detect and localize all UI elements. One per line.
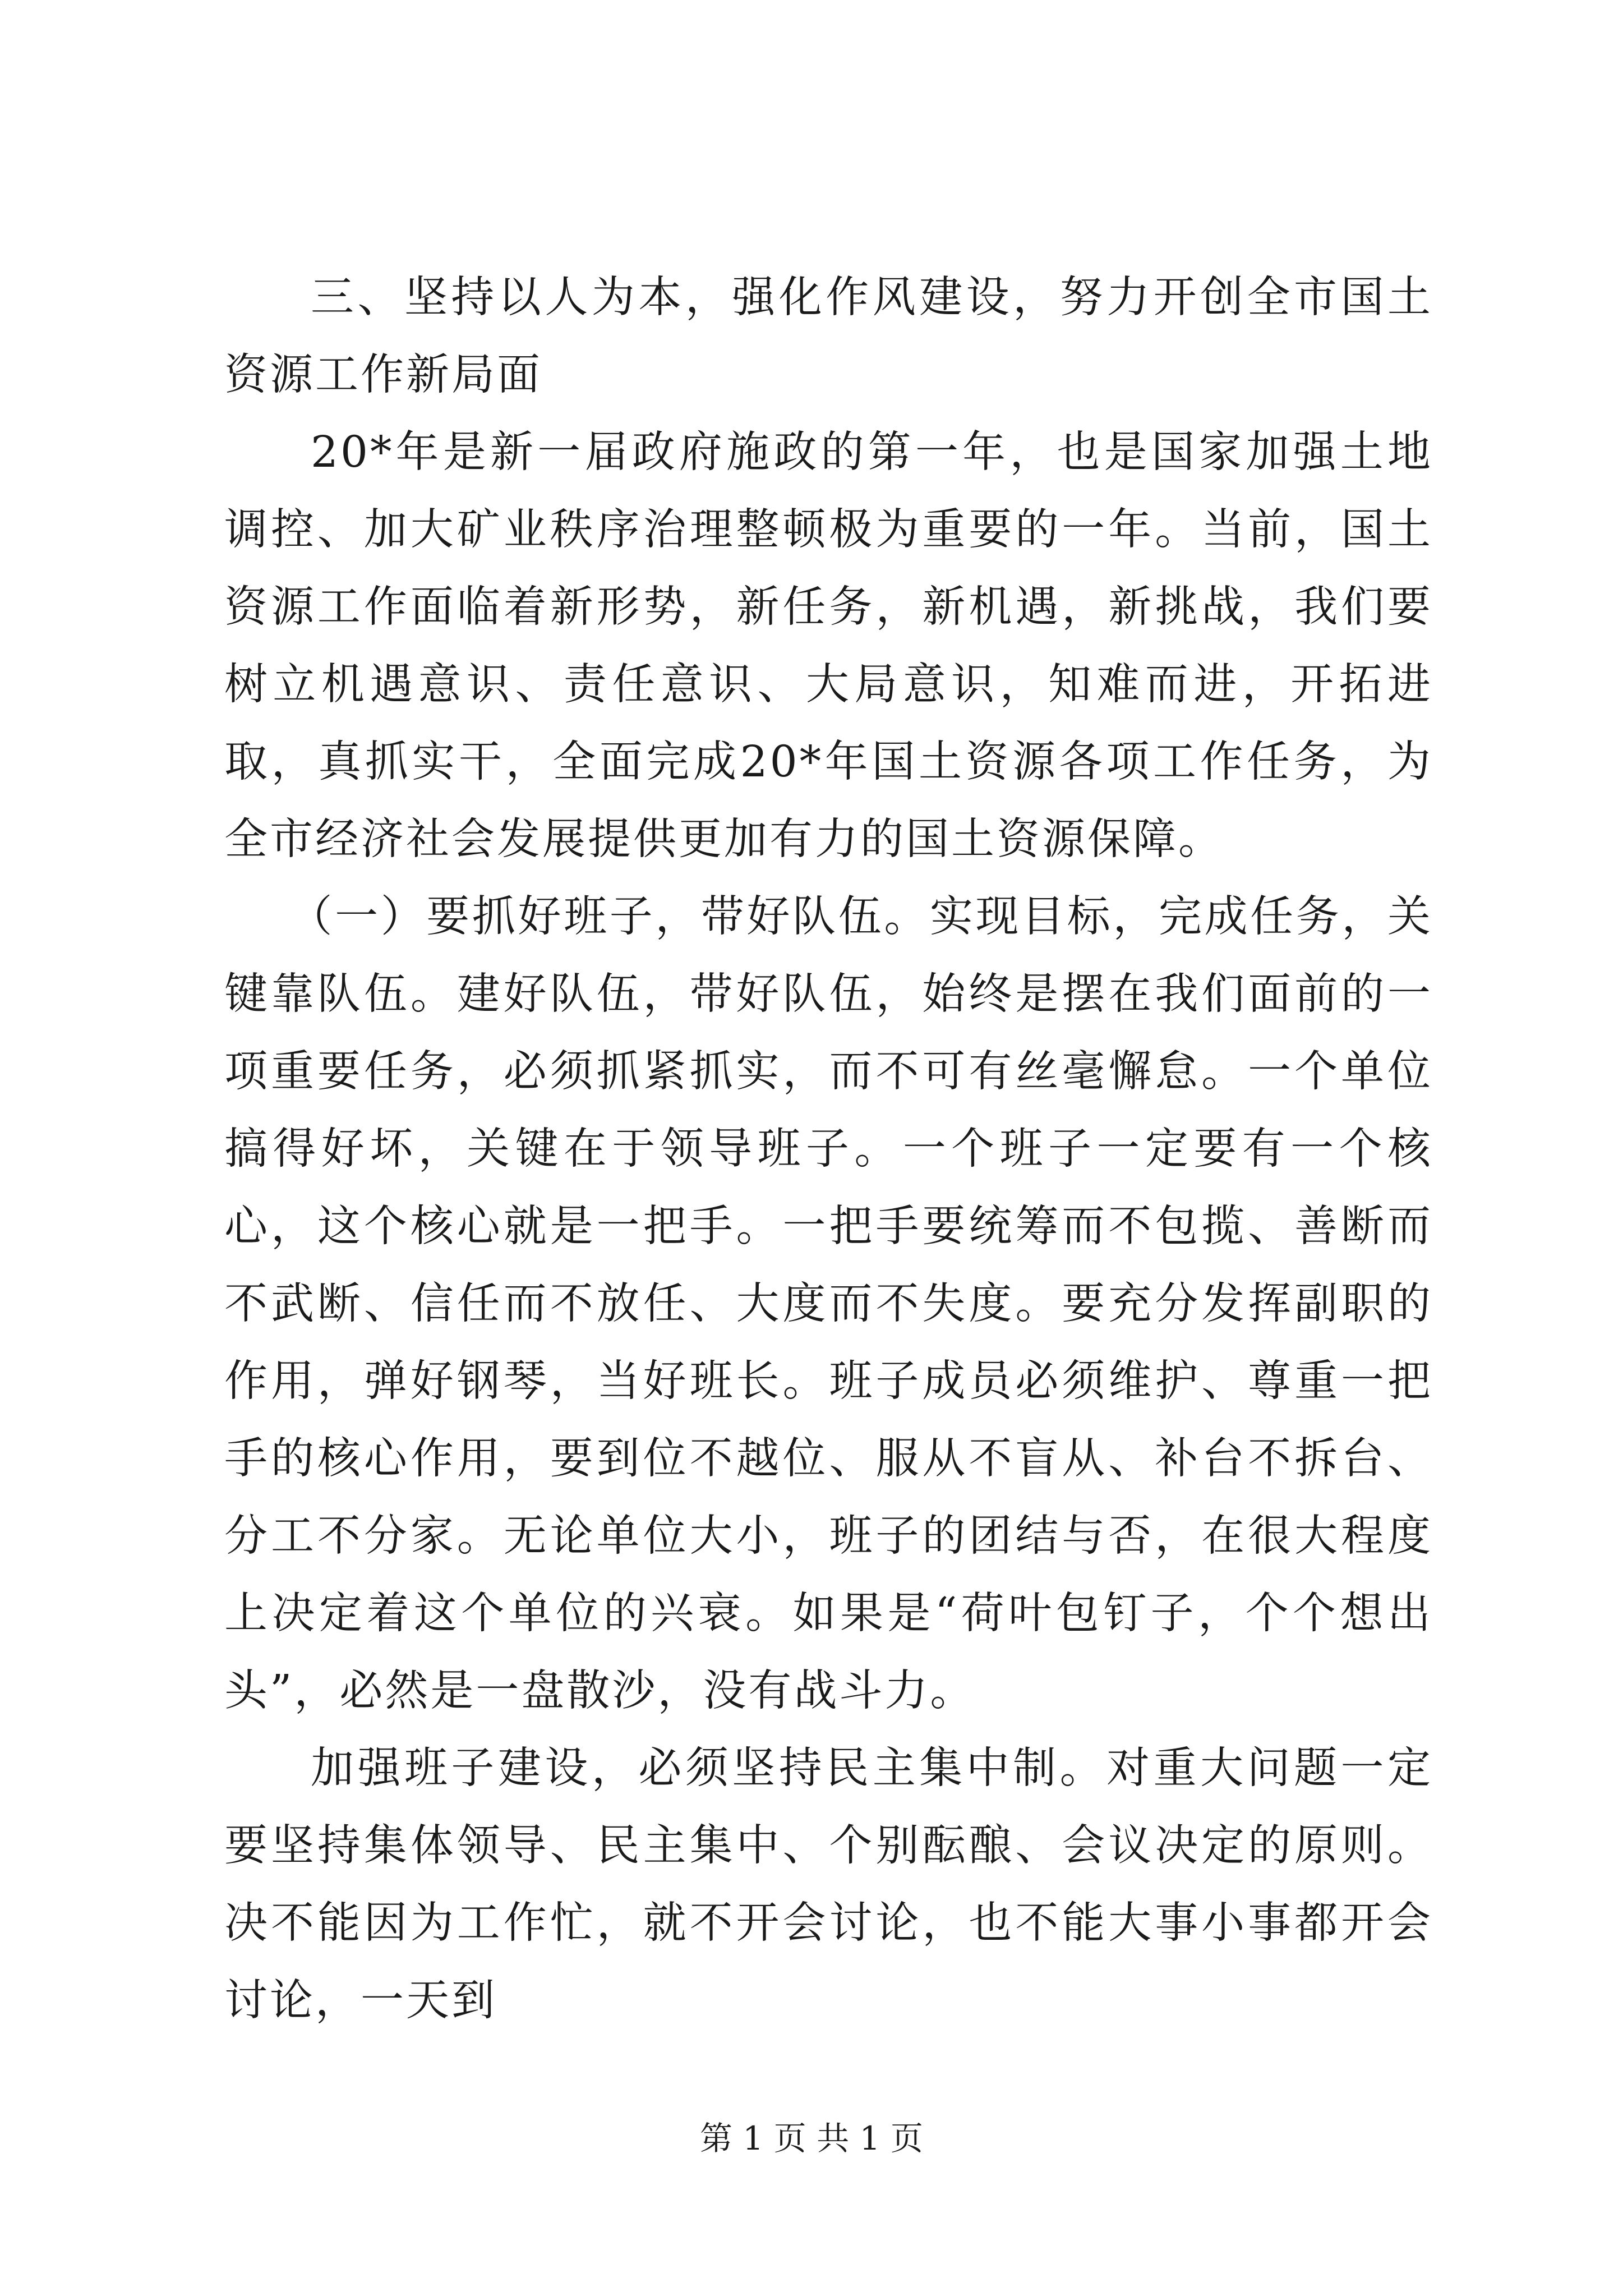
- page-footer: 第 1 页 共 1 页: [700, 2119, 923, 2157]
- document-body: [224, 259, 1433, 2040]
- paragraph-intro: 20*年是新一届政府施政的第一年，也是国家加强土地调控、加大矿业秩序治理整顿极为重要的一年。当前，国土资源工作面临着新形势，新任务，新机遇，新挑战，我们要树立机遇意识、责任意识、大局意识，知难而进，开拓进取，真抓实干，全面完成20*年国土资源各项工作任务，为全市经济社会发展提供更加有力的国土资源保障。: [224, 427, 1433, 864]
- paragraph-team-building: （一）要抓好班子，带好队伍。实现目标，完成任务，关键靠队伍。建好队伍，带好队伍，始终是摆在我们面前的一项重要任务，必须抓紧抓实，而不可有丝毫懈怠。一个单位搞得好坏，关键在于领导班子。一个班子一定要有一个核心，这个核心就是一把手。一把手要统筹而不包揽、善断而不武断、信任而不放任、大度而不失度。要充分发挥副职的作用，弹好钢琴，当好班长。班子成员必须维护、尊重一把手的核心作用，要到位不越位、服从不盲从、补台不拆台、分工不分家。无论单位大小，班子的团结与否，在很大程度上决定着这个单位的兴衰。如果是“荷叶包钉子，个个想出头”，必然是一盘散沙，没有战斗力。: [224, 892, 1433, 1716]
- section-heading: 三、坚持以人为本，强化作风建设，努力开创全市国土资源工作新局面: [224, 273, 1433, 400]
- paragraph-democratic-centralism: 加强班子建设，必须坚持民主集中制。对重大问题一定要坚持集体领导、民主集中、个别酝酿、会议决定的原则。决不能因为工作忙，就不开会讨论，也不能大事小事都开会讨论，一天到: [224, 1743, 1433, 2026]
